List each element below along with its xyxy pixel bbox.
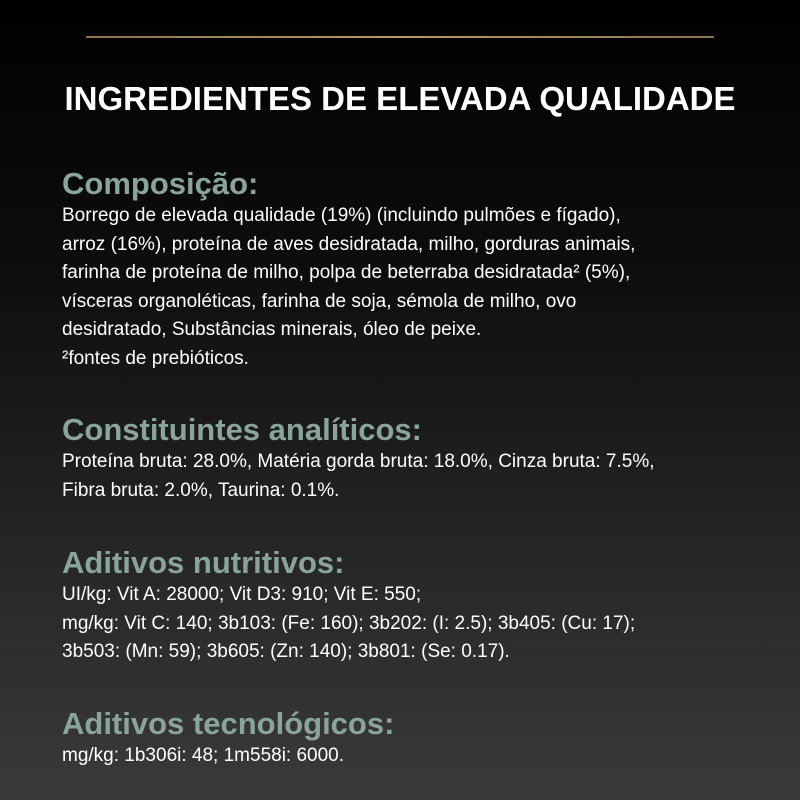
text-line: desidratado, Substâncias minerais, óleo de peixe. (62, 319, 482, 340)
text-line: farinha de proteína de milho, polpa de beterraba desidratada² (5%), (62, 262, 631, 283)
text-line: Proteína bruta: 28.0%, Matéria gorda bruta: 18.0%, Cinza bruta: 7.5%, (62, 451, 655, 472)
section-constituintes-analiticos (62, 412, 762, 505)
text-line: UI/kg: Vit A: 28000; Vit D3: 910; Vit E: 550; (62, 584, 422, 605)
footnote-line: ²fontes de prebióticos. (62, 347, 249, 369)
text-line: vísceras organoléticas, farinha de soja, sémola de milho, ovo (62, 290, 577, 312)
text-line: 3b503: (Mn: 59); 3b605: (Zn: 140); 3b801: (Se: 0.17). (62, 641, 510, 662)
section-title: Constituintes analíticos: (62, 412, 422, 447)
section-composicao (62, 166, 762, 373)
text-line: Fibra bruta: 2.0%, Taurina: 0.1%. (62, 479, 340, 501)
section-title: Aditivos nutritivos: (62, 545, 345, 580)
page-title: INGREDIENTES DE ELEVADA QUALIDADE (64, 80, 736, 117)
section-aditivos-tecnologicos (62, 706, 762, 771)
section-aditivos-nutritivos (62, 545, 762, 667)
section-title: Composição: (62, 166, 259, 201)
text-line: mg/kg: 1b306i: 48; 1m558i: 6000. (62, 745, 345, 766)
section-title: Aditivos tecnológicos: (62, 706, 395, 741)
text-line: Borrego de elevada qualidade (19%) (incluindo pulmões e fígado), (62, 205, 621, 226)
top-divider (86, 36, 714, 38)
text-line: mg/kg: Vit C: 140; 3b103: (Fe: 160); 3b202: (I: 2.5); 3b405: (Cu: 17); (62, 612, 636, 634)
text-line: arroz (16%), proteína de aves desidratada, milho, gorduras animais, (62, 233, 636, 255)
